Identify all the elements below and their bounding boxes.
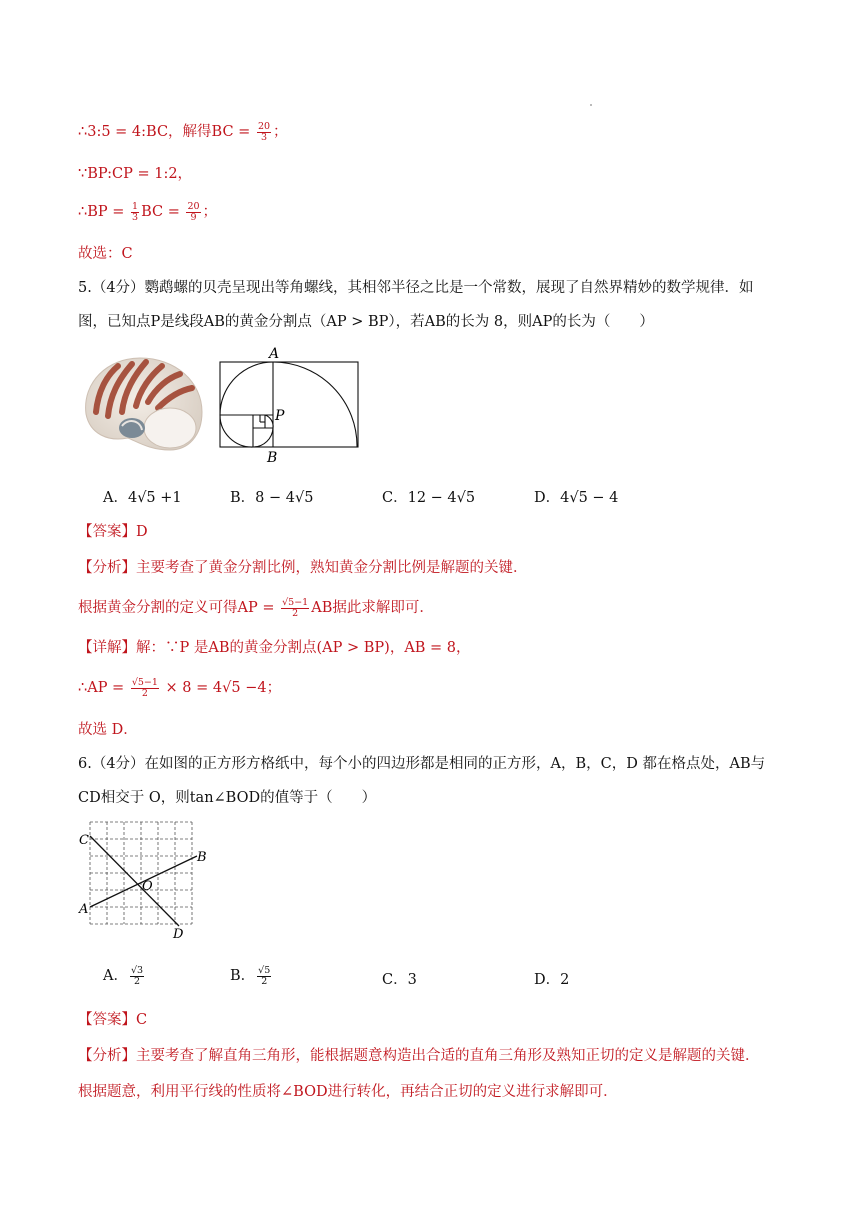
fraction-root5-minus1-over-2 (281, 598, 309, 619)
frac-den: 2 (261, 975, 268, 987)
frac-num: √5−1 (282, 596, 309, 608)
method-pre: 根据黄金分割的定义可得AP = (78, 600, 280, 616)
label-b: B (197, 850, 207, 865)
scan-speck (590, 104, 592, 106)
solution4-line3 (78, 200, 217, 223)
label-o: O (142, 879, 153, 894)
q5-stem-line1: 5.（4分）鹦鹉螺的贝壳呈现出等角螺线，其相邻半径之比是一个常数，展现了自然界精妙的数学规律．如 (78, 280, 754, 296)
detail-text: 解：∵P 是AB的黄金分割点(AP > BP)，AB = 8， (136, 640, 471, 656)
fraction-root5-over-2 (257, 966, 271, 987)
q5-option-d: D．4√5 − 4 (534, 490, 619, 506)
frac-den: 9 (190, 211, 197, 223)
label-b: B (267, 450, 278, 466)
fraction-root5-minus1-over-2 (131, 678, 159, 699)
q5-analysis (78, 556, 528, 577)
solution4-line3-mid: BC = (141, 204, 185, 220)
label-d: D (173, 927, 184, 942)
option-prefix: B． (230, 968, 256, 984)
solution4-line2: ∵BP:CP = 1:2， (78, 166, 193, 182)
frac-num: √5−1 (131, 676, 158, 688)
frac-num: 20 (187, 200, 200, 212)
q5-option-b: B．8 − 4√5 (230, 490, 314, 506)
square-grid-figure (76, 814, 212, 944)
frac-den: 3 (260, 131, 268, 143)
q6-option-a (103, 964, 146, 987)
q5-stem-line2: 图，已知点P是线段AB的黄金分割点（AP > BP），若AB的长为 8，则AP的长为（ ） (78, 314, 654, 330)
q6-method: 根据题意，利用平行线的性质将∠BOD进行转化，再结合正切的定义进行求解即可． (78, 1084, 618, 1100)
solution4-line1-text: ∴3:5 = 4:BC，解得BC = (78, 124, 255, 140)
q6-analysis (78, 1044, 760, 1065)
q6-answer: 【答案】C (78, 1012, 148, 1028)
solution4-line1-tail: ； (273, 124, 288, 140)
q6-stem-line1: 6.（4分）在如图的正方形方格纸中，每个小的四边形都是相同的正方形，A，B，C，D 都在格点处，AB与 (78, 756, 766, 772)
q5-detail (78, 636, 471, 657)
frac-num: 1 (132, 200, 139, 212)
fraction-1-3 (131, 202, 139, 223)
nautilus-shell-image (78, 352, 208, 454)
option-prefix: A． (103, 968, 128, 984)
golden-spiral-figure (214, 344, 364, 468)
analysis-label: 【分析】 (78, 1048, 136, 1064)
method-post: AB据此求解即可． (311, 600, 434, 616)
solution4-line3-tail: ； (202, 204, 218, 220)
q6-option-d: D．2 (534, 972, 570, 988)
frac-den: 2 (292, 607, 299, 619)
fraction-root3-over-2 (130, 966, 144, 987)
frac-den: 2 (134, 975, 141, 987)
analysis-text: 主要考查了黄金分割比例，熟知黄金分割比例是解题的关键． (136, 560, 528, 576)
q6-option-b (230, 964, 273, 987)
analysis-label: 【分析】 (78, 560, 136, 576)
frac-den: 3 (132, 211, 139, 223)
frac-num: 20 (257, 120, 271, 132)
calc-post: × 8 = 4√5 −4； (160, 680, 282, 696)
q5-method (78, 596, 434, 619)
label-a: A (269, 346, 280, 362)
frac-den: 2 (141, 687, 148, 699)
detail-label: 【详解】 (78, 640, 136, 656)
q5-choice: 故选 D． (78, 722, 138, 738)
q6-option-c: C．3 (382, 972, 417, 988)
fraction-20-3 (257, 122, 271, 143)
solution4-choice: 故选：C (78, 246, 133, 262)
q6-stem-line2: CD相交于 O，则tan∠BOD的值等于（ ） (78, 790, 377, 806)
q5-option-a: A．4√5 +1 (103, 490, 182, 506)
q5-calc (78, 676, 281, 699)
q5-option-c: C．12 − 4√5 (382, 490, 476, 506)
solution4-line3-text: ∴BP = (78, 204, 130, 220)
frac-num: √5 (258, 964, 271, 976)
fraction-20-9 (186, 202, 200, 223)
solution4-line1 (78, 120, 288, 143)
frac-num: √3 (130, 964, 144, 976)
label-p: P (275, 408, 285, 424)
label-a: A (79, 902, 89, 917)
label-c: C (79, 833, 89, 848)
calc-pre: ∴AP = (78, 680, 129, 696)
q5-answer: 【答案】D (78, 524, 148, 540)
analysis-text: 主要考查了解直角三角形，能根据题意构造出合适的直角三角形及熟知正切的定义是解题的关键． (136, 1048, 760, 1064)
